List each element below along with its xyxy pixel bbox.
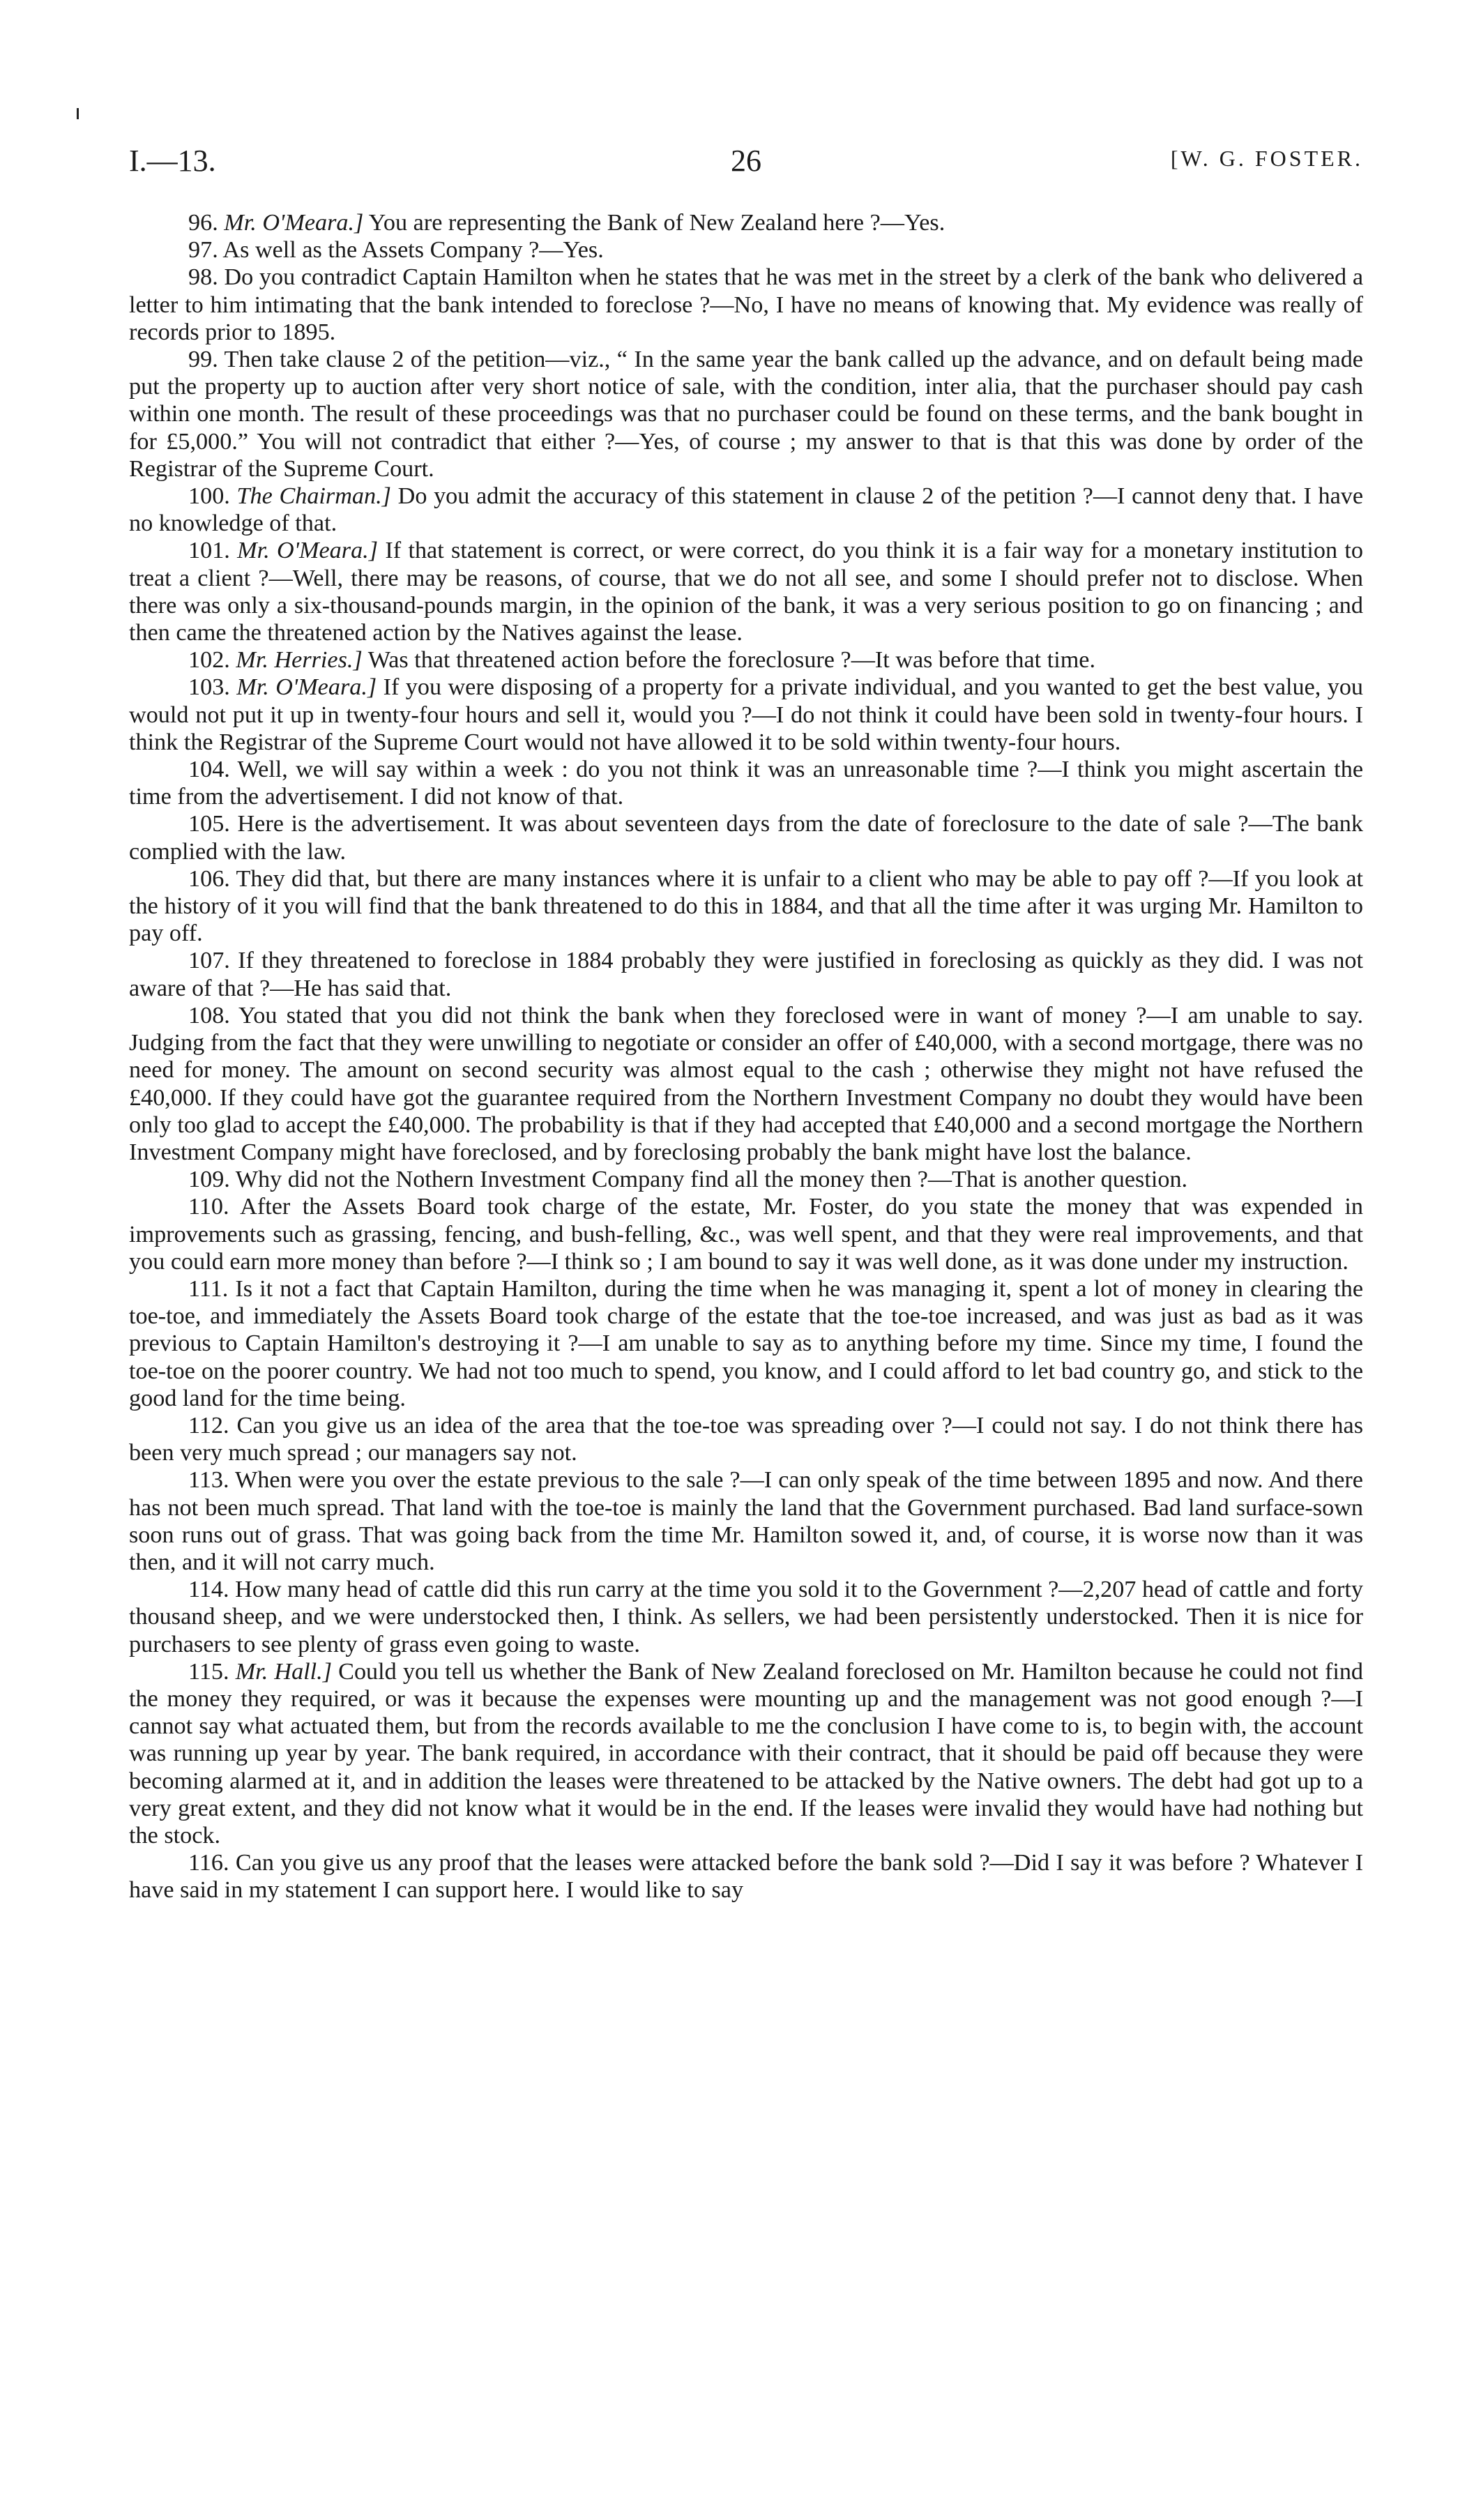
question-number: 101. xyxy=(188,538,230,564)
question-paragraph xyxy=(129,947,1363,1001)
question-number: 96. xyxy=(188,210,218,236)
page-header xyxy=(129,143,1363,185)
question-paragraph xyxy=(129,1466,1363,1576)
speaker-label: Mr. O'Meara.] xyxy=(237,538,379,564)
question-text: They did that, but there are many instances where it is unfair to a client who may be able to pay off ?—If you look at the history of it you will find that the bank threatened to do this in 1884, and that all the time after it was urging Mr. Hamilton to pay off. xyxy=(129,865,1363,947)
question-text: Why did not the Nothern Investment Company find all the money then ?—That is another question. xyxy=(235,1167,1188,1193)
question-number: 107. xyxy=(188,948,230,974)
question-text: Then take clause 2 of the petition—viz., “ In the same year the bank called up the advance, and on default being made put the property up to auction after very short notice of sale, with the condition, inter alia, that the purchaser should pay cash within one month. The result of these proceedings was that no purchaser could be found on these terms, and the bank bought in for £5,000.” You will not contradict that either ?—Yes, of course ; my answer to that is that this was done by order of the Registrar of the Supreme Court. xyxy=(129,347,1363,482)
question-number: 113. xyxy=(188,1467,229,1494)
question-paragraph xyxy=(129,1849,1363,1904)
question-paragraph xyxy=(129,209,1363,236)
question-text: Do you admit the accuracy of this statement in clause 2 of the petition ?—I cannot deny that. I have no knowledge of that. xyxy=(129,483,1364,537)
question-text: Is it not a fact that Captain Hamilton, during the time when he was managing it, spent a lot of money in clearing the toe-toe, and immediately the Assets Board took charge of the estate that the toe-toe increased, and was just as bad as it was previous to Captain Hamilton's destroying it ?—I am unable to say as to anything before my time. Since my time, I found the toe-toe on the poorer country. We had not too much to spend, you know, and I could afford to let bad country go, and stick to the good land for the time being. xyxy=(129,1275,1363,1411)
question-paragraph xyxy=(129,236,1363,264)
question-number: 109. xyxy=(188,1167,230,1193)
testimony-body xyxy=(129,209,1363,1904)
question-paragraph xyxy=(129,264,1363,346)
question-text: If that statement is correct, or were correct, do you think it is a fair way for a monetary institution to treat a client ?—Well, there may be reasons, of course, that we do not all see, and some I should prefer not to disclose. When there was only a six-thousand-pounds margin, in the opinion of the bank, it was a very serious position to go on financing ; and then came the threatened action by the Natives against the lease. xyxy=(129,538,1363,646)
question-paragraph xyxy=(129,756,1363,810)
question-paragraph xyxy=(129,1166,1363,1193)
question-paragraph xyxy=(129,346,1363,483)
speaker-label: The Chairman.] xyxy=(236,483,391,510)
question-text: Can you give us any proof that the leases were attacked before the bank sold ?—Did I say it was before ? Whatever I have said in my statement I can support here. I would like to say xyxy=(129,1850,1364,1904)
question-number: 103. xyxy=(188,674,230,701)
question-text: After the Assets Board took charge of the estate, Mr. Foster, do you state the money that was expended in improvements such as grassing, fencing, and bush-felling, &c., was well spent, and that they were real improvements, and that you could earn more money than before ?—I think so ; I am bound to say it was well done, as it was done under my instruction. xyxy=(129,1194,1363,1275)
question-paragraph xyxy=(129,1576,1363,1658)
question-number: 108. xyxy=(188,1002,230,1029)
question-number: 98. xyxy=(188,264,218,291)
question-number: 116. xyxy=(188,1850,229,1876)
question-paragraph xyxy=(129,865,1363,948)
question-number: 110. xyxy=(188,1194,229,1220)
question-number: 99. xyxy=(188,347,218,373)
question-number: 114. xyxy=(188,1577,229,1603)
question-text: If they threatened to foreclose in 1884 probably they were justified in foreclosing as quickly as they did. I was not aware of that ?—He has said that. xyxy=(129,948,1364,1001)
question-text: You stated that you did not think the bank when they foreclosed were in want of money ?—I am unable to say. Judging from the fact that they were unwilling to negotiate or consider an offer of £40,000, with a second mortgage, there was no need for money. The amount on second security was almost equal to the cash ; otherwise they might not have refused the £40,000. If they could have got the guarantee required from the Northern Investment Company no doubt they would have been only too glad to accept the £40,000. The probability is that if they had accepted that £40,000 and a second mortgage the Northern Investment Company might have foreclosed, and by foreclosing probably the bank might have lost the balance. xyxy=(129,1002,1364,1165)
question-text: Well, we will say within a week : do you not think it was an unreasonable time ?—I think you might ascertain the time from the advertisement. I did not know of that. xyxy=(129,757,1363,810)
question-number: 111. xyxy=(188,1275,229,1302)
question-text: Can you give us an idea of the area that the toe-toe was spreading over ?—I could not say. I do not think there has been very much spread ; our managers say not. xyxy=(129,1412,1363,1466)
question-paragraph xyxy=(129,1002,1363,1166)
question-number: 97. xyxy=(188,237,218,264)
question-number: 115. xyxy=(188,1658,229,1685)
question-paragraph xyxy=(129,483,1363,537)
speaker-label: Mr. Herries.] xyxy=(236,647,363,674)
question-number: 104. xyxy=(188,757,230,783)
page-number: 26 xyxy=(731,144,761,178)
question-text: As well as the Assets Company ?—Yes. xyxy=(222,237,604,264)
question-number: 102. xyxy=(188,647,230,674)
question-paragraph xyxy=(129,1658,1363,1849)
question-paragraph xyxy=(129,537,1363,646)
margin-mark xyxy=(77,108,79,119)
question-text: Was that threatened action before the foreclosure ?—It was before that time. xyxy=(367,647,1096,674)
question-text: You are representing the Bank of New Zealand here ?—Yes. xyxy=(368,210,945,236)
question-paragraph xyxy=(129,646,1363,674)
question-text: Could you tell us whether the Bank of New Zealand foreclosed on Mr. Hamilton because he could not find the money they required, or was it because the expenses were mounting up and the management was not good enough ?—I cannot say what actuated them, but from the records available to me the conclusion I have come to is, to begin with, the account was running up year by year. The bank required, in accordance with their contract, that it should be paid off because they were becoming alarmed at it, and in addition the leases were threatened to be attacked by the Native owners. The debt had got up to a very great extent, and they did not know what it would be in the end. If the leases were invalid they would have had nothing but the stock. xyxy=(129,1658,1364,1849)
question-text: Here is the advertisement. It was about seventeen days from the date of foreclosure to the date of sale ?—The bank complied with the law. xyxy=(129,811,1363,865)
speaker-label: Mr. O'Meara.] xyxy=(224,210,364,236)
question-number: 112. xyxy=(188,1412,229,1439)
paper-reference: I.—13. xyxy=(129,144,216,178)
question-number: 105. xyxy=(188,811,230,837)
question-paragraph xyxy=(129,674,1363,756)
question-number: 100. xyxy=(188,483,230,510)
question-paragraph xyxy=(129,1412,1363,1466)
question-text: Do you contradict Captain Hamilton when he states that he was met in the street by a clerk of the bank who delivered a letter to him intimating that the bank intended to foreclose ?—No, I have no means of knowing that. My evidence was really of records prior to 1895. xyxy=(129,264,1363,345)
speaker-label: Mr. Hall.] xyxy=(235,1658,333,1685)
speaker-label: Mr. O'Meara.] xyxy=(236,674,377,701)
question-paragraph xyxy=(129,1193,1363,1275)
question-text: If you were disposing of a property for a private individual, and you wanted to get the best value, you would not put it up in twenty-four hours and sell it, would you ?—I do not think it could have been sold in twenty-four hours. I think the Registrar of the Supreme Court would not have allowed it to be sold within twenty-four hours. xyxy=(129,674,1364,755)
question-text: How many head of cattle did this run carry at the time you sold it to the Government ?—2,207 head of cattle and forty thousand sheep, and we were understocked then, I think. As sellers, we had been persistently understocked. Then it is nice for purchasers to see plenty of grass even going to waste. xyxy=(129,1577,1364,1657)
witness-name: [W. G. FOSTER. xyxy=(1170,146,1363,171)
question-text: When were you over the estate previous to the sale ?—I can only speak of the time between 1895 and now. And there has not been much spread. That land with the toe-toe is mainly the land that the Government purchased. Bad land surface-sown soon runs out of grass. That was going back from the time Mr. Hamilton sowed it, and, of course, it is worse now than it was then, and it will not carry much. xyxy=(129,1467,1363,1575)
question-paragraph xyxy=(129,1275,1363,1412)
question-paragraph xyxy=(129,810,1363,865)
question-number: 106. xyxy=(188,865,230,892)
